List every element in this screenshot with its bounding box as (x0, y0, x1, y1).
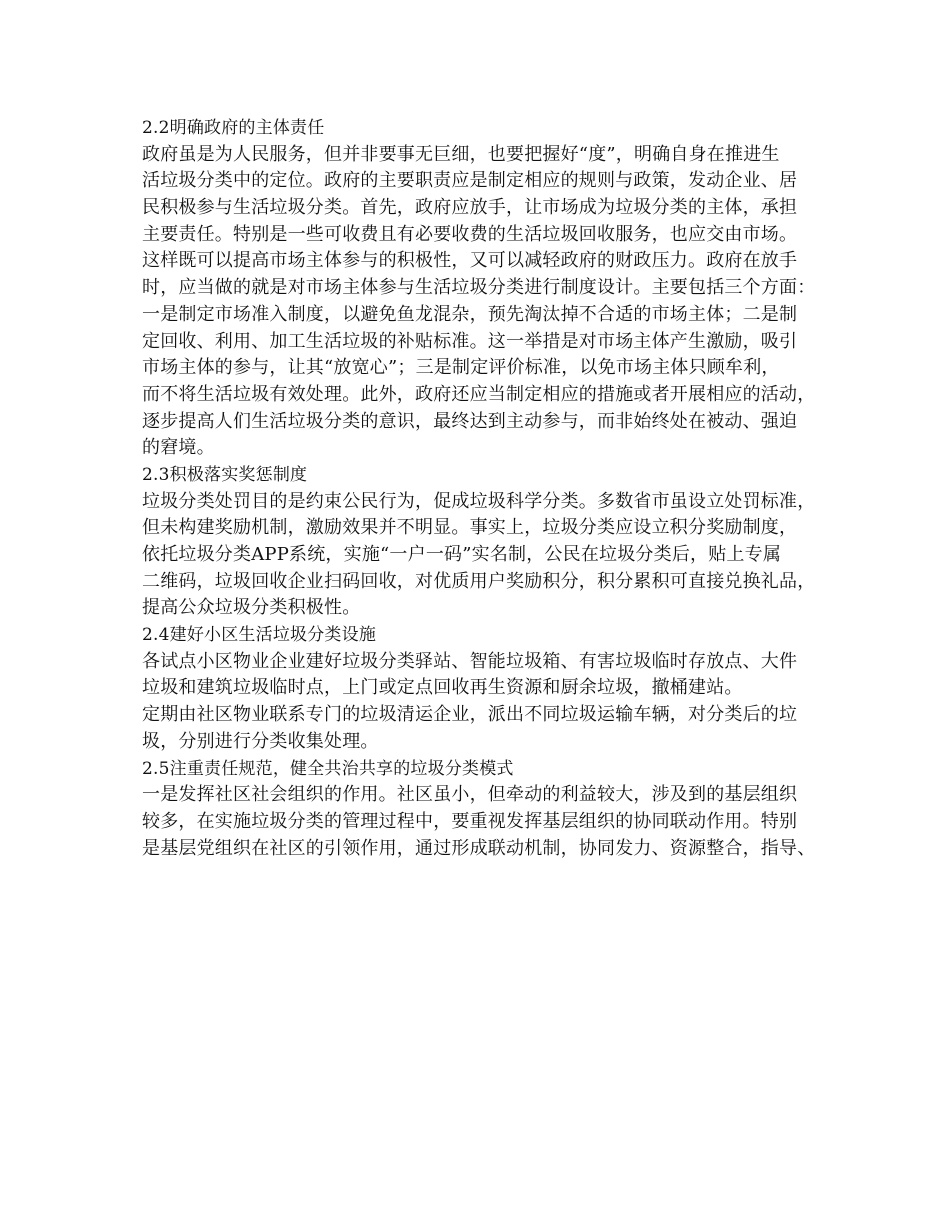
section-heading: 2.3积极落实奖惩制度 (142, 464, 308, 485)
section-heading: 2.5注重责任规范，健全共治共享的垃圾分类模式 (142, 758, 514, 779)
text-line: 政府虽是为人民服务，但并非要事无巨细，也要把握好“度”，明确自身在推进生 (142, 143, 780, 165)
text-line: 逐步提高人们生活垃圾分类的意识，最终达到主动参与，而非始终处在被动、强迫 (142, 410, 798, 432)
text-line: 圾，分别进行分类收集处理。 (142, 730, 379, 752)
paragraph (142, 142, 832, 462)
document-page (142, 115, 832, 862)
text-line: 依托垃圾分类APP系统，实施“一户一码”实名制，公民在垃圾分类后，贴上专属 (142, 544, 782, 565)
text-line: 而不将生活垃圾有效处理。此外，政府还应当制定相应的措施或者开展相应的活动， (142, 383, 816, 405)
section-heading: 2.4建好小区生活垃圾分类设施 (142, 625, 377, 646)
text-line: 较多，在实施垃圾分类的管理过程中，要重视发挥基层组织的协同联动作用。特别 (142, 810, 798, 832)
text-line: 定回收、利用、加工生活垃圾的补贴标准。这一举措是对市场主体产生激励，吸引 (142, 330, 798, 352)
paragraph (142, 649, 832, 702)
text-line: 主要责任。特别是一些可收费且有必要收费的生活垃圾回收服务，也应交由市场。 (142, 223, 798, 245)
text-line: 定期由社区物业联系专门的垃圾清运企业，派出不同垃圾运输车辆，对分类后的垃 (142, 704, 798, 726)
text-line: 活垃圾分类中的定位。政府的主要职责应是制定相应的规则与政策，发动企业、居 (142, 170, 798, 192)
section-2-4 (142, 622, 832, 755)
text-line: 二维码，垃圾回收企业扫码回收，对优质用户奖励积分，积分累积可直接兑换礼品， (142, 570, 816, 592)
text-line: 垃圾和建筑垃圾临时点，上门或定点回收再生资源和厨余垃圾，撤桶建站。 (142, 677, 743, 699)
text-line: 民积极参与生活垃圾分类。首先，政府应放手，让市场成为垃圾分类的主体，承担 (142, 197, 798, 219)
text-line: 提高公众垃圾分类积极性。 (142, 597, 361, 619)
text-line: 时，应当做的就是对市场主体参与生活垃圾分类进行制度设计。主要包括三个方面： (142, 277, 816, 299)
paragraph (142, 489, 832, 622)
section-2-5 (142, 756, 832, 863)
section-2-3 (142, 462, 832, 622)
text-line: 一是发挥社区社会组织的作用。社区虽小，但牵动的利益较大，涉及到的基层组织 (142, 784, 798, 806)
text-line: 这样既可以提高市场主体参与的积极性，又可以减轻政府的财政压力。政府在放手 (142, 250, 798, 272)
text-line: 市场主体的参与，让其“放宽心”；三是制定评价标准，以免市场主体只顾牟利， (142, 357, 780, 379)
text-line: 各试点小区物业企业建好垃圾分类驿站、智能垃圾箱、有害垃圾临时存放点、大件 (142, 650, 798, 672)
text-line: 垃圾分类处罚目的是约束公民行为，促成垃圾科学分类。多数省市虽设立处罚标准， (142, 490, 816, 512)
section-2-2 (142, 115, 832, 462)
text-line: 的窘境。 (142, 437, 215, 459)
paragraph (142, 702, 832, 755)
text-line: 但未构建奖励机制，激励效果并不明显。事实上，垃圾分类应设立积分奖励制度， (142, 517, 798, 539)
paragraph (142, 782, 832, 862)
text-line: 是基层党组织在社区的引领作用，通过形成联动机制，协同发力、资源整合，指导、 (142, 837, 816, 859)
text-line: 一是制定市场准入制度，以避免鱼龙混杂，预先淘汰掉不合适的市场主体；二是制 (142, 303, 798, 325)
section-heading: 2.2明确政府的主体责任 (142, 118, 325, 138)
